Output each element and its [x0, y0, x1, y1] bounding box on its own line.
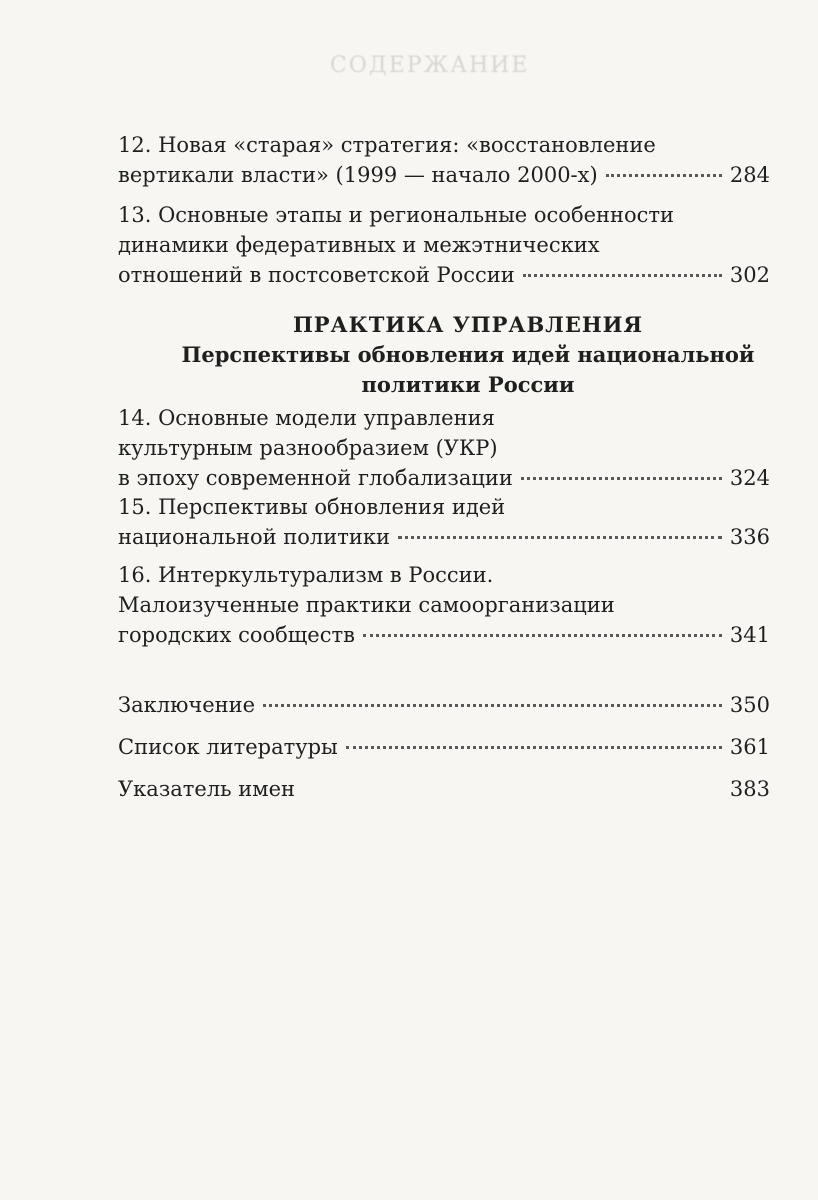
toc-entry-name-index[interactable] [118, 774, 770, 804]
page-number: 383 [729, 777, 770, 801]
entry-line: 16. Интеркультурализм в России. [118, 563, 494, 587]
toc-entry-14[interactable] [118, 403, 770, 493]
page-number: 284 [729, 163, 770, 187]
toc-entry-15[interactable] [118, 492, 770, 552]
entry-line: динамики федеративных и межэтнических [118, 233, 600, 257]
toc-entry-12[interactable] [118, 130, 770, 190]
entry-line: Малоизученные практики самоорганизации [118, 593, 615, 617]
page-number: 324 [729, 466, 770, 490]
page-number: 350 [729, 693, 770, 717]
page-number: 361 [729, 735, 770, 759]
page-number: 336 [729, 525, 770, 549]
dot-leader [606, 174, 722, 177]
toc-entry-conclusion[interactable] [118, 690, 770, 720]
section-subtitle-line-1: Перспективы обновления идей национальной [181, 342, 755, 367]
toc-entry-bibliography[interactable] [118, 732, 770, 762]
dot-leader [263, 704, 722, 707]
entry-line: 12. Новая «старая» стратегия: «восстановление [118, 133, 656, 157]
section-title: ПРАКТИКА УПРАВЛЕНИЯ [292, 312, 644, 337]
entry-line-last: городских сообществ [118, 623, 355, 647]
dot-leader [398, 536, 722, 539]
entry-line-last: национальной политики [118, 525, 390, 549]
dot-leader [521, 477, 722, 480]
entry-line-last: отношений в постсоветской России [118, 263, 515, 287]
entry-line: культурным разнообразием (УКР) [118, 436, 498, 460]
section-heading [108, 310, 818, 400]
entry-line: 14. Основные модели управления [118, 406, 495, 430]
entry-line: 15. Перспективы обновления идей [118, 495, 506, 519]
entry-line-last: вертикали власти» (1999 — начало 2000-х) [118, 163, 598, 187]
page-number: 302 [729, 263, 770, 287]
dot-leader [303, 788, 722, 791]
toc-entry-13[interactable] [118, 200, 770, 290]
entry-line-last: Список литературы [118, 735, 338, 759]
dot-leader [523, 274, 722, 277]
entry-line-last: в эпоху современной глобализации [118, 466, 513, 490]
entry-line-last: Заключение [118, 693, 256, 717]
dot-leader [346, 746, 722, 749]
entry-line: 13. Основные этапы и региональные особенности [118, 203, 675, 227]
section-subtitle-line-2: политики России [361, 372, 575, 397]
toc-entry-16[interactable] [118, 560, 770, 650]
dot-leader [363, 634, 722, 637]
entry-line-last: Указатель имен [118, 777, 296, 801]
page-number: 341 [729, 623, 770, 647]
bleed-through-heading: СОДЕРЖАНИЕ [330, 53, 530, 78]
